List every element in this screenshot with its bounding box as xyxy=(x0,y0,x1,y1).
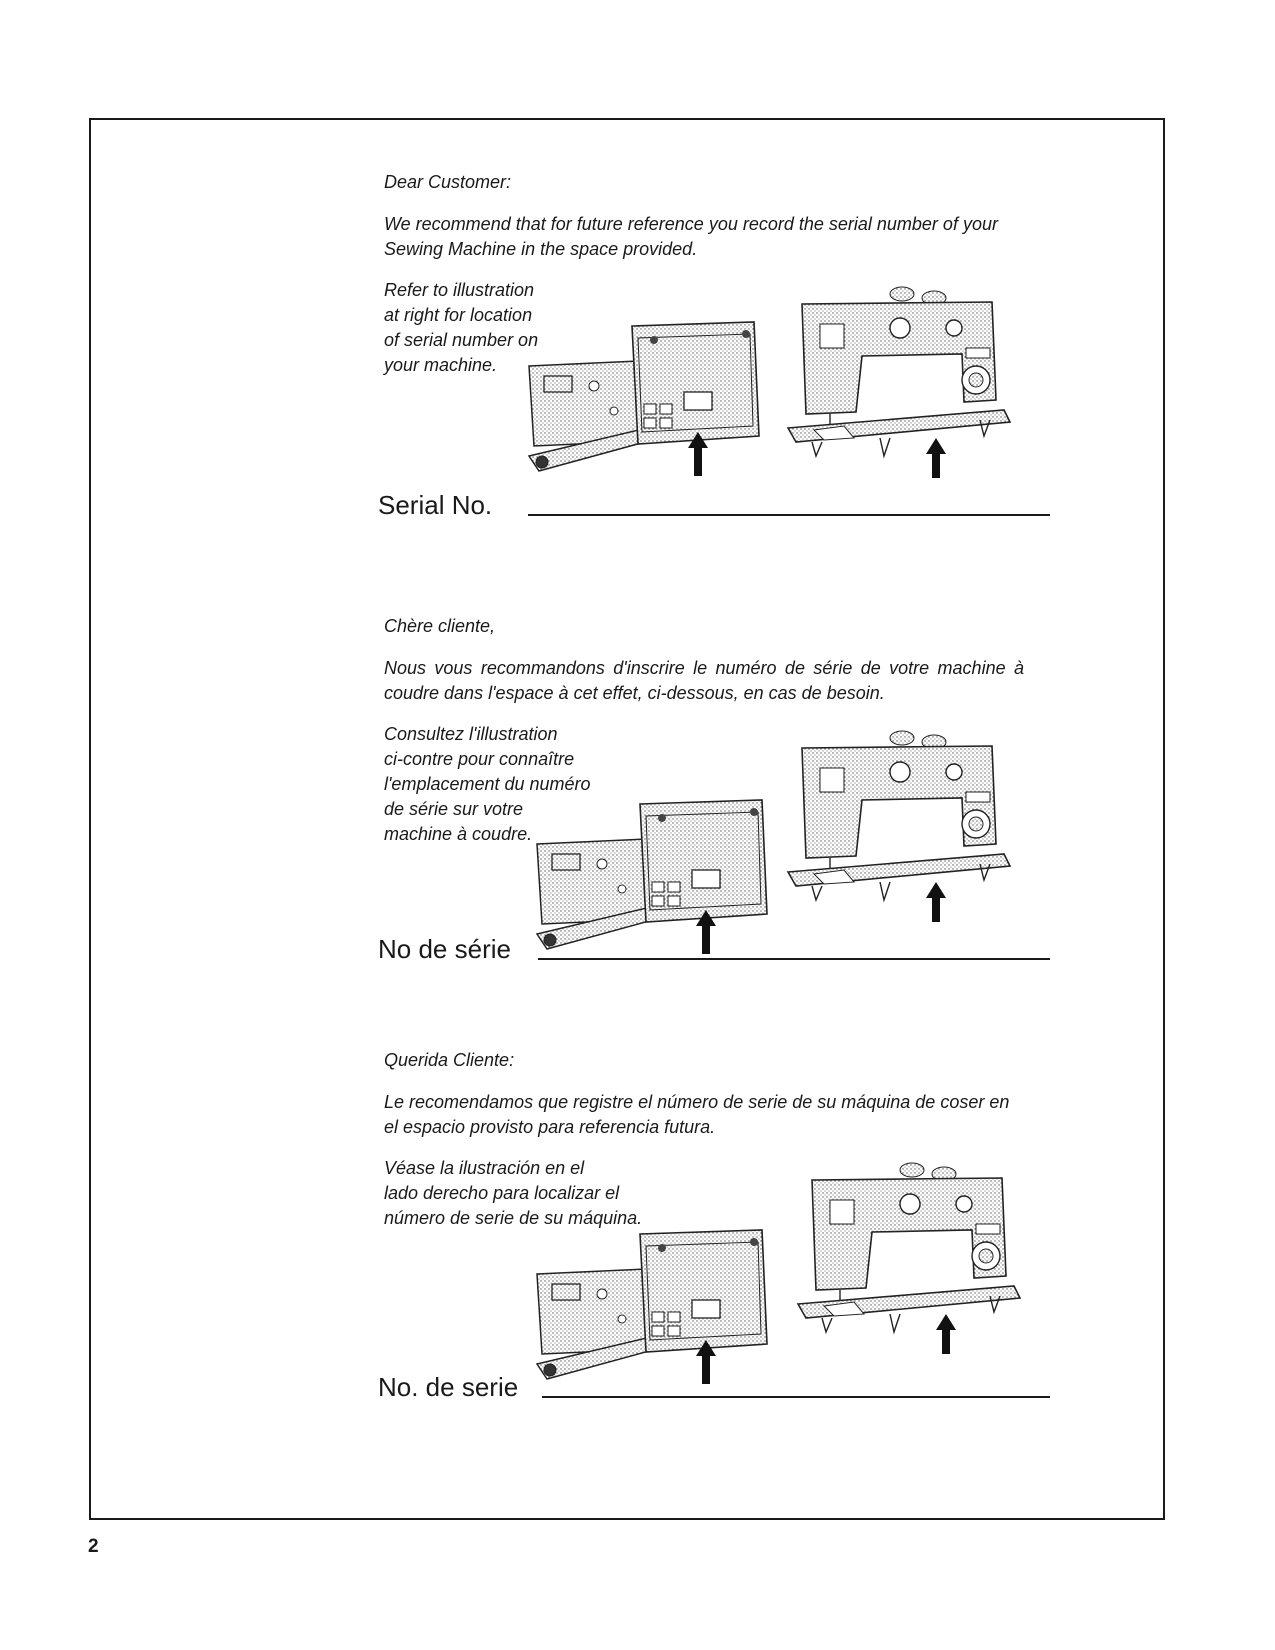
base-underside-illustration xyxy=(532,1224,772,1384)
greeting: Dear Customer: xyxy=(384,172,512,192)
serial-number-row xyxy=(378,930,1050,964)
refer-text: Véase la ilustración en el lado derecho para localizar el número de serie de su máquina. xyxy=(384,1158,643,1228)
sewing-machine-illustration xyxy=(794,1156,1024,1356)
page-number: 2 xyxy=(88,1536,99,1557)
serial-label: Serial No. xyxy=(378,490,493,520)
recommendation-paragraph: Le recomendamos que registre el número de serie de su máquina de coser en el espacio provisto para referencia futura. xyxy=(384,1092,1010,1137)
serial-number-line[interactable] xyxy=(542,1396,1050,1398)
greeting: Chère cliente, xyxy=(384,616,496,636)
sewing-machine-illustration xyxy=(784,724,1014,924)
base-underside-illustration xyxy=(524,316,764,476)
serial-label: No. de serie xyxy=(378,1372,519,1402)
serial-number-line[interactable] xyxy=(538,958,1050,960)
serial-number-row xyxy=(378,486,1050,520)
recommendation-paragraph: Nous vous recommandons d'inscrire le numéro de série de votre machine à coudre dans l'espace à cet effet, ci-dessous, en cas de besoin. xyxy=(384,658,1024,703)
greeting: Querida Cliente: xyxy=(384,1050,515,1070)
serial-number-line[interactable] xyxy=(528,514,1050,516)
page-frame xyxy=(89,118,1165,1520)
sewing-machine-illustration xyxy=(784,280,1014,480)
recommendation-paragraph: We recommend that for future reference you record the serial number of your Sewing Machine in the space provided. xyxy=(384,214,998,259)
serial-label: No de série xyxy=(378,934,511,964)
serial-number-row xyxy=(378,1368,1050,1402)
refer-text: Refer to illustration at right for location of serial number on your machine. xyxy=(384,280,539,375)
refer-text: Consultez l'illustration ci-contre pour connaître l'emplacement du numéro de série sur votre machine à coudre. xyxy=(384,724,591,844)
